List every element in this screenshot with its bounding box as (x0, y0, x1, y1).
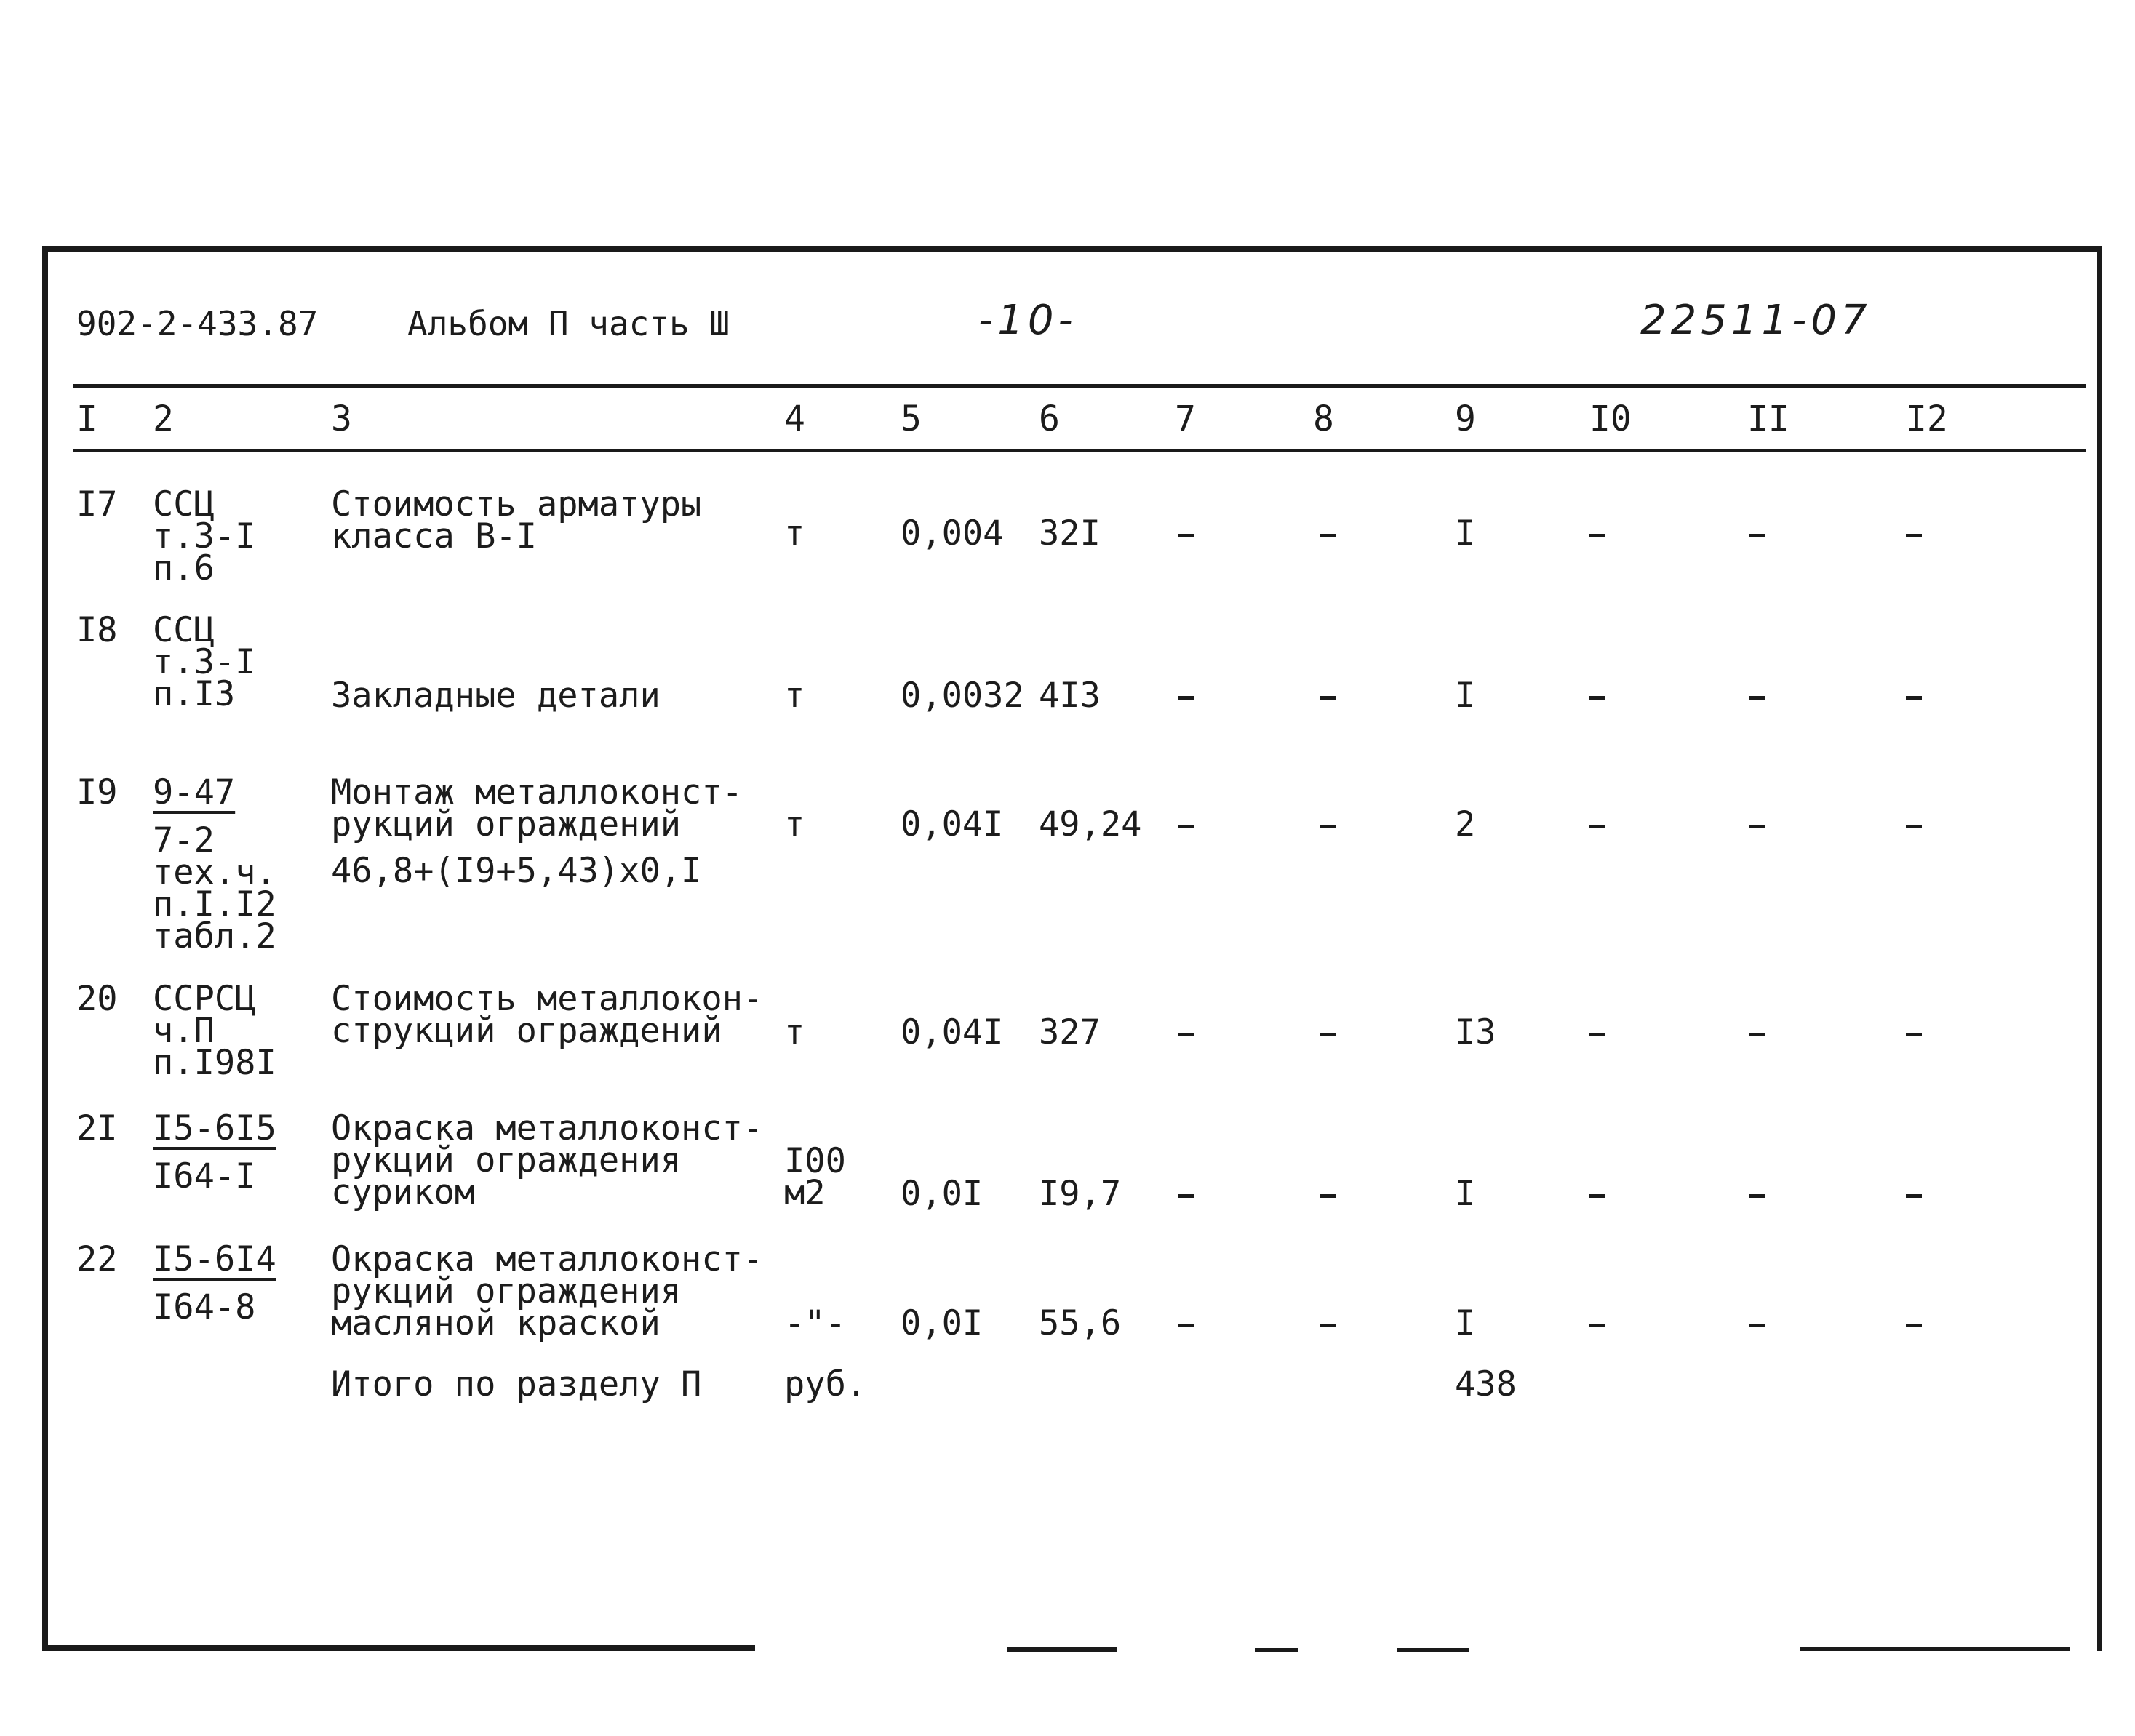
unit-price: 49,24 (1039, 804, 1142, 844)
row-number: I9 (76, 772, 118, 812)
quantity: 0,04I (901, 804, 1004, 844)
dash-c8 (1320, 534, 1336, 537)
row-number: I8 (76, 610, 118, 650)
column-number: 3 (331, 399, 352, 439)
document-frame (42, 246, 2102, 1651)
reference-line: I64-8 (153, 1287, 256, 1327)
dash-c10 (1589, 696, 1605, 700)
row-number: 2I (76, 1108, 118, 1148)
unit: т (784, 513, 805, 553)
dash-c8 (1320, 825, 1336, 828)
column-9-value: I3 (1455, 1012, 1496, 1052)
header-bottom-rule (73, 449, 2086, 452)
reference-line: 9-47 (153, 772, 236, 812)
column-number: 7 (1175, 399, 1196, 439)
dash-c10 (1589, 1324, 1605, 1327)
dash-c7 (1178, 1324, 1194, 1327)
reference-line: ССРСЦ (153, 979, 256, 1019)
column-number: I (76, 399, 97, 439)
reference-line: 7-2 (153, 820, 215, 860)
description-line: струкций ограждений (331, 1011, 722, 1051)
description-line: класса В-I (331, 516, 537, 556)
reference-line: т.3-I (153, 516, 256, 556)
reference-line: т.3-I (153, 642, 256, 682)
header-top-rule (73, 384, 2086, 388)
dash-c7 (1178, 1033, 1194, 1036)
description-line: суриком (331, 1172, 476, 1212)
reference-line: I5-6I5 (153, 1108, 276, 1148)
unit-price: 55,6 (1039, 1303, 1122, 1343)
column-9-value: I (1455, 1174, 1476, 1214)
description-line: 46,8+(I9+5,43)x0,I (331, 851, 702, 891)
description-line: масляной краской (331, 1303, 661, 1343)
dash-c11 (1749, 696, 1765, 700)
column-number: I0 (1589, 399, 1632, 439)
reference-line: ССЦ (153, 484, 215, 524)
dash-c10 (1589, 534, 1605, 537)
description-line: Закладные детали (331, 676, 661, 716)
unit: м2 (784, 1173, 826, 1213)
column-9-value: I (1455, 513, 1476, 553)
unit-price: 327 (1039, 1012, 1101, 1052)
row-number: 22 (76, 1239, 118, 1279)
description-line: Окраска металлоконст- (331, 1108, 764, 1148)
dash-c12 (1906, 825, 1922, 828)
bottom-border-fragment (1007, 1647, 1117, 1652)
description-line: Монтаж металлоконст- (331, 772, 743, 812)
quantity: 0,0I (901, 1303, 983, 1343)
reference-line: п.I98I (153, 1043, 276, 1083)
column-number: 4 (784, 399, 805, 439)
description-line: рукций ограждения (331, 1271, 682, 1311)
unit: -"- (784, 1303, 846, 1343)
dash-c12 (1906, 1324, 1922, 1327)
row-number: 20 (76, 979, 118, 1019)
reference-line: табл.2 (153, 916, 276, 956)
column-9-value: I (1455, 676, 1476, 716)
unit: I00 (784, 1141, 846, 1181)
doc-code: 902-2-433.87 (76, 304, 319, 343)
unit-price: 32I (1039, 513, 1101, 553)
dash-c11 (1749, 825, 1765, 828)
total-unit: руб. (784, 1364, 867, 1404)
dash-c7 (1178, 1194, 1194, 1198)
dash-c8 (1320, 696, 1336, 700)
bottom-border-fragment (1800, 1647, 2070, 1651)
bottom-border-fragment (1255, 1648, 1298, 1652)
quantity: 0,04I (901, 1012, 1004, 1052)
dash-c12 (1906, 696, 1922, 700)
column-number: 9 (1455, 399, 1476, 439)
dash-c10 (1589, 1033, 1605, 1036)
description-line: Стоимость арматуры (331, 484, 702, 524)
reference-line: п.I3 (153, 674, 236, 714)
dash-c8 (1320, 1033, 1336, 1036)
column-9-value: I (1455, 1303, 1476, 1343)
dash-c11 (1749, 1324, 1765, 1327)
reference-line: I64-I (153, 1156, 256, 1196)
bottom-border (42, 1645, 755, 1651)
unit-price: I9,7 (1039, 1174, 1122, 1214)
quantity: 0,0I (901, 1174, 983, 1214)
dash-c10 (1589, 1194, 1605, 1198)
dash-c8 (1320, 1194, 1336, 1198)
description-line: Окраска металлоконст- (331, 1239, 764, 1279)
dash-c10 (1589, 825, 1605, 828)
description-line: Стоимость металлокон- (331, 979, 764, 1019)
unit: т (784, 804, 805, 844)
quantity: 0,004 (901, 513, 1004, 553)
reference-line: тех.ч. (153, 852, 276, 892)
quantity: 0,0032 (901, 676, 1024, 716)
unit-price: 4I3 (1039, 676, 1101, 716)
unit: т (784, 676, 805, 716)
reference-line: ССЦ (153, 610, 215, 650)
dash-c11 (1749, 1033, 1765, 1036)
reference-line: п.I.I2 (153, 884, 276, 924)
reference-line: ч.П (153, 1011, 215, 1051)
bottom-border-fragment (1397, 1648, 1469, 1652)
dash-c12 (1906, 534, 1922, 537)
dash-c12 (1906, 1194, 1922, 1198)
album-title: Альбом П часть Ш (407, 304, 730, 343)
column-number: II (1747, 399, 1789, 439)
unit: т (784, 1012, 805, 1052)
dash-c7 (1178, 534, 1194, 537)
dash-c7 (1178, 696, 1194, 700)
dash-c12 (1906, 1033, 1922, 1036)
page-number: -10- (978, 297, 1077, 344)
dash-c7 (1178, 825, 1194, 828)
reference-line: п.6 (153, 548, 215, 588)
dash-c11 (1749, 1194, 1765, 1198)
description-line: рукций ограждения (331, 1140, 682, 1180)
reference-line: I5-6I4 (153, 1239, 276, 1279)
column-number: 8 (1313, 399, 1334, 439)
dash-c8 (1320, 1324, 1336, 1327)
column-number: I2 (1906, 399, 1948, 439)
column-number: 5 (901, 399, 922, 439)
total-value: 438 (1455, 1364, 1517, 1404)
column-number: 2 (153, 399, 174, 439)
dash-c11 (1749, 534, 1765, 537)
total-label: Итого по разделу П (331, 1364, 702, 1404)
column-number: 6 (1039, 399, 1060, 439)
description-line: рукций ограждений (331, 804, 682, 844)
row-number: I7 (76, 484, 118, 524)
column-9-value: 2 (1455, 804, 1476, 844)
handwritten-code: 22511-07 (1640, 297, 1872, 344)
